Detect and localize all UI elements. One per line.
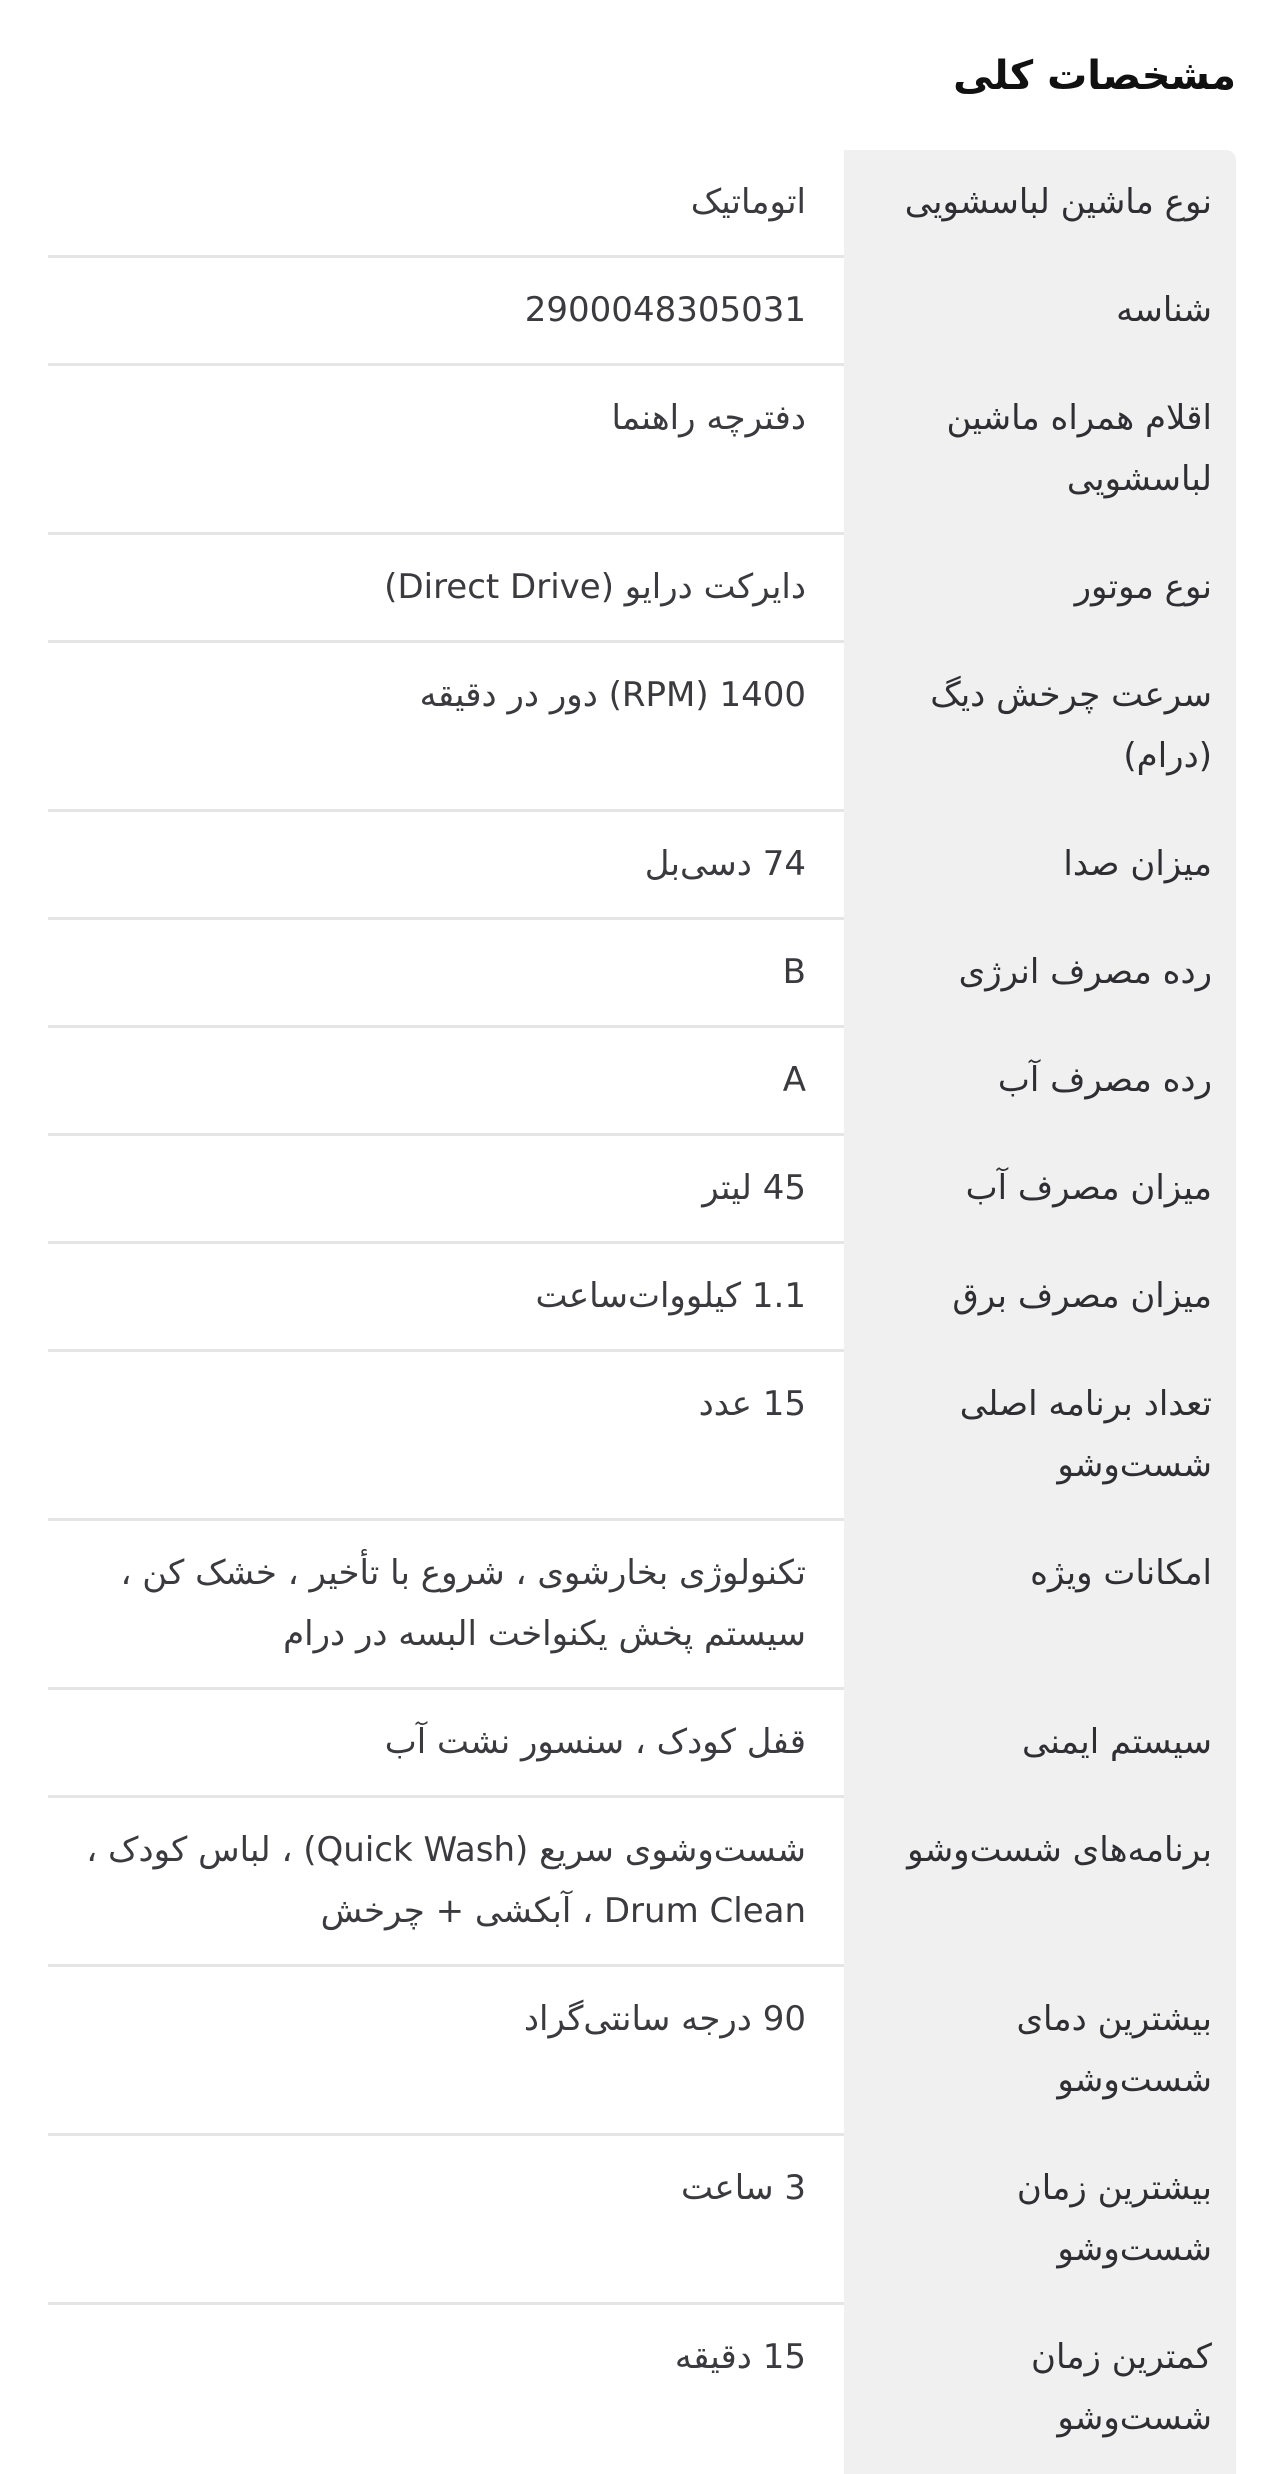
spec-label: بیشترین زمان شست‌وشو [844,2136,1236,2305]
spec-row-safety-system [48,1690,1236,1798]
spec-row-motor-type [48,535,1236,643]
spec-row-power-consumption [48,1244,1236,1352]
spec-value: تکنولوژی بخارشوی ، شروع با تأخیر ، خشک کن ، سیستم پخش یکنواخت البسه در درام [120,1553,806,1654]
spec-value: 74 دسی‌بل [644,844,806,884]
spec-value: شست‌وشوی سریع (Quick Wash) ، لباس کودک ، Drum Clean ، آبکشی + چرخش [86,1830,806,1931]
spec-label: میزان مصرف برق [844,1244,1236,1352]
spec-row-id [48,258,1236,366]
spec-value: B [782,952,806,992]
spec-value: 1.1 کیلووات‌ساعت [535,1276,806,1316]
specifications-page [48,0,1236,2471]
spec-label: رده مصرف آب [844,1028,1236,1136]
spec-table [48,150,1236,2471]
spec-label: میزان مصرف آب [844,1136,1236,1244]
spec-value: 15 عدد [698,1384,806,1424]
spec-label: سیستم ایمنی [844,1690,1236,1798]
spec-row-water-class [48,1028,1236,1136]
spec-value: دایرکت درایو (Direct Drive) [384,567,806,607]
spec-label: میزان صدا [844,812,1236,920]
spec-label: رده مصرف انرژی [844,920,1236,1028]
spec-value: قفل کودک ، سنسور نشت آب [384,1722,806,1762]
spec-row-spin-speed [48,643,1236,812]
spec-value: 1400 (RPM) دور در دقیقه [419,675,806,715]
spec-row-wash-programs [48,1798,1236,1967]
spec-value: 90 درجه سانتی‌گراد [523,1999,806,2039]
spec-label: نوع ماشین لباسشویی [844,150,1236,258]
spec-value: 15 دقیقه [674,2337,806,2377]
spec-label: امکانات ویژه [844,1521,1236,1690]
spec-value: دفترچه راهنما [611,398,806,438]
spec-row-program-count [48,1352,1236,1521]
spec-value: اتوماتیک [690,182,806,222]
spec-value: A [782,1060,806,1100]
spec-label: برنامه‌های شست‌وشو [844,1798,1236,1967]
spec-label: سرعت چرخش دیگ (درام) [844,643,1236,812]
spec-label: نوع موتور [844,535,1236,643]
spec-row-min-wash-time [48,2305,1236,2471]
spec-value: 2900048305031 [524,290,806,330]
spec-label: کمترین زمان شست‌وشو [844,2305,1236,2474]
spec-value: 45 لیتر [702,1168,806,1208]
spec-row-max-temperature [48,1967,1236,2136]
spec-label: شناسه [844,258,1236,366]
spec-label: تعداد برنامه اصلی شست‌وشو [844,1352,1236,1521]
spec-row-special-features [48,1521,1236,1690]
spec-label: بیشترین دمای شست‌وشو [844,1967,1236,2136]
section-title: مشخصات کلی [953,53,1236,99]
spec-label: اقلام همراه ماشین لباسشویی [844,366,1236,535]
spec-row-max-wash-time [48,2136,1236,2305]
spec-row-noise-level [48,812,1236,920]
spec-value: 3 ساعت [681,2168,806,2208]
spec-row-water-consumption [48,1136,1236,1244]
spec-row-energy-class [48,920,1236,1028]
spec-row-washer-type [48,150,1236,258]
spec-row-included-items [48,366,1236,535]
